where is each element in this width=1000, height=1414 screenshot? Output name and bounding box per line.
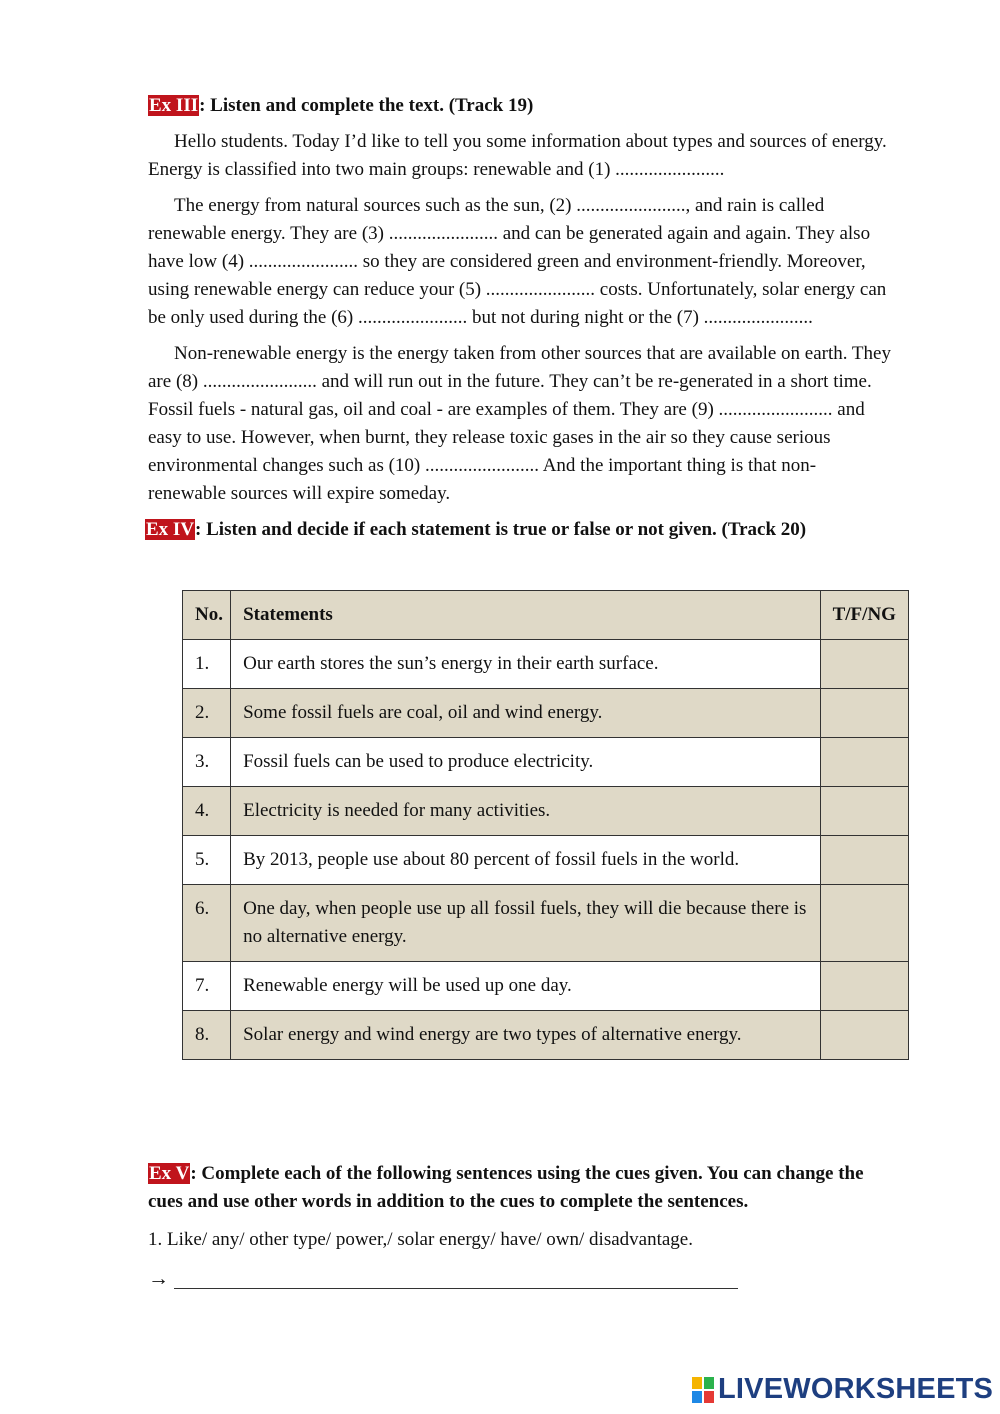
header-answer: T/F/NG bbox=[820, 591, 908, 640]
row-statement: Fossil fuels can be used to produce electricity. bbox=[231, 738, 821, 787]
header-no: No. bbox=[183, 591, 231, 640]
ex3-heading bbox=[148, 92, 893, 120]
ex3-title: : Listen and complete the text. (Track 19) bbox=[199, 95, 534, 116]
answer-field[interactable] bbox=[820, 640, 908, 689]
row-statement: One day, when people use up all fossil fuels, they will die because there is no alternative energy. bbox=[231, 885, 821, 962]
ex4-title: : Listen and decide if each statement is true or false or not given. (Track 20) bbox=[195, 519, 807, 540]
row-number: 1. bbox=[183, 640, 231, 689]
liveworksheets-logo bbox=[692, 1372, 992, 1406]
ex5-title: : Complete each of the following sentences using the cues given. You can change the cues and use other words in addition to the cues to complete the sentences. bbox=[148, 1163, 864, 1212]
table-row bbox=[183, 1011, 909, 1060]
answer-field[interactable] bbox=[820, 1011, 908, 1060]
ex5-tag: Ex V bbox=[149, 1163, 190, 1184]
answer-field[interactable] bbox=[820, 738, 908, 787]
ex3-paragraph-2: The energy from natural sources such as the sun, (2) ......................., and rain is called renewable energy. They are (3) ....................... and can be generated again and again. They also have low (4) ....................... so they are considered green and environment-friendly. Moreover, using renewable energy can reduce your (5) ....................... costs. Unfortunately, solar energy can be only used during the (6) ....................... but not during night or the (7) ....................... bbox=[148, 195, 887, 328]
arrow-icon: → bbox=[148, 1266, 169, 1290]
ex3-tag: Ex III bbox=[149, 95, 199, 116]
answer-field[interactable] bbox=[820, 689, 908, 738]
row-statement: Electricity is needed for many activities. bbox=[231, 787, 821, 836]
table-row bbox=[183, 836, 909, 885]
header-statements: Statements bbox=[231, 591, 821, 640]
row-statement: Solar energy and wind energy are two types of alternative energy. bbox=[231, 1011, 821, 1060]
answer-field[interactable] bbox=[820, 787, 908, 836]
row-statement: Our earth stores the sun’s energy in their earth surface. bbox=[231, 640, 821, 689]
row-number: 6. bbox=[183, 885, 231, 962]
ex5-heading bbox=[148, 1160, 893, 1216]
row-statement: Renewable energy will be used up one day. bbox=[231, 962, 821, 1011]
row-statement: By 2013, people use about 80 percent of fossil fuels in the world. bbox=[231, 836, 821, 885]
row-number: 8. bbox=[183, 1011, 231, 1060]
row-number: 3. bbox=[183, 738, 231, 787]
row-statement: Some fossil fuels are coal, oil and wind energy. bbox=[231, 689, 821, 738]
table-row bbox=[183, 738, 909, 787]
statements-table bbox=[182, 590, 909, 1060]
table-row bbox=[183, 787, 909, 836]
table-row bbox=[183, 962, 909, 1011]
logo-icon bbox=[692, 1377, 714, 1403]
answer-underline bbox=[174, 1288, 738, 1289]
ex5-cue-1: 1. Like/ any/ other type/ power,/ solar energy/ have/ own/ disadvantage. bbox=[148, 1229, 693, 1250]
row-number: 7. bbox=[183, 962, 231, 1011]
worksheet-page bbox=[148, 92, 893, 544]
row-number: 4. bbox=[183, 787, 231, 836]
ex3-paragraph-1: Hello students. Today I’d like to tell you some information about types and sources of energy. Energy is classified into two main groups: renewable and (1) ....................... bbox=[148, 131, 887, 180]
ex3-paragraph-3: Non-renewable energy is the energy taken from other sources that are available on earth. They are (8) ........................ and will run out in the future. They can’t be re-generated in a short time. Fossil fuels - natural gas, oil and coal - are examples of them. They are (9) ........................ and easy to use. However, when burnt, they release toxic gases in the air so they cause serious environmental changes such as (10) ........................ And the important thing is that non-renewable sources will expire someday. bbox=[148, 343, 891, 504]
table-row bbox=[183, 885, 909, 962]
ex4-heading bbox=[145, 516, 893, 544]
ex4-tag: Ex IV bbox=[146, 519, 195, 540]
row-number: 2. bbox=[183, 689, 231, 738]
table-row bbox=[183, 640, 909, 689]
ex5-section bbox=[148, 1160, 893, 1216]
table-header-row bbox=[183, 591, 909, 640]
table-row bbox=[183, 689, 909, 738]
answer-line-1[interactable] bbox=[148, 1266, 748, 1294]
answer-field[interactable] bbox=[820, 962, 908, 1011]
answer-field[interactable] bbox=[820, 885, 908, 962]
row-number: 5. bbox=[183, 836, 231, 885]
logo-text: LIVEWORKSHEETS bbox=[718, 1373, 994, 1405]
answer-field[interactable] bbox=[820, 836, 908, 885]
